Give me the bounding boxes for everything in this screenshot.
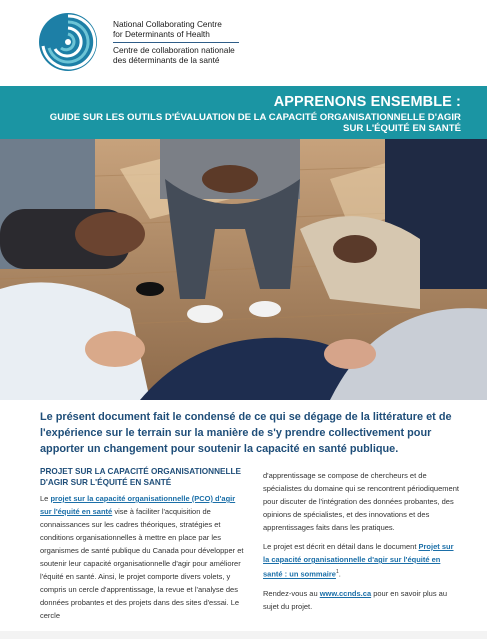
paragraph-3-end: .	[338, 569, 341, 579]
left-column	[40, 466, 248, 622]
right-column	[263, 469, 459, 613]
pco-project-link[interactable]: projet sur la capacité organisationnelle (PCO) d'agir sur l'équité en santé	[40, 494, 236, 516]
cover-photo	[0, 139, 487, 400]
org-name-block	[113, 19, 253, 65]
ccnds-website-link[interactable]: www.ccnds.ca	[319, 588, 372, 598]
page-subtitle: GUIDE SUR LES OUTILS D'ÉVALUATION DE LA CAPACITÉ ORGANISATIONNELLE D'AGIR SUR L'ÉQUITÉ EN SANTÉ	[49, 112, 461, 134]
paragraph-4	[263, 587, 459, 613]
footnote-ref: 1	[335, 569, 339, 575]
paragraph-2: d'apprentissage se compose de chercheurs et de spécialistes du domaine qui se rencontrent périodiquement pour discuter de l'intégration des données probantes, des opinions de spécialistes, et des innovations et des apprentissages faits dans les pratiques.	[263, 471, 459, 532]
lead-paragraph: Le présent document fait le condensé de ce qui se dégage de la littérature et de l'expérience sur le terrain sur la manière de s'y prendre collectivement pour apporter un changement pour soutenir la capacité en santé publique.	[40, 411, 452, 455]
summary-document-link[interactable]: Projet sur la capacité organisationnelle d'agir sur l'équité en santé : un sommaire	[263, 542, 454, 579]
header	[0, 0, 487, 86]
footer-strip	[0, 631, 487, 639]
paragraph-1	[40, 492, 248, 622]
org-name-english: National Collaborating Centre for Determinants of Health	[113, 19, 222, 39]
paragraph-1-start: Le	[40, 494, 51, 503]
paragraph-3-start: Le projet est décrit en détail dans le document	[263, 542, 419, 551]
group-circle-photo-icon	[0, 139, 487, 400]
page-title: APPRENONS ENSEMBLE :	[273, 94, 461, 110]
paragraph-4-start: Rendez-vous au	[263, 588, 320, 598]
paragraph-3	[263, 540, 459, 581]
paragraph-1-body: vise à faciliter l'acquisition de connaissances sur les cadres théoriques, stratégies et conditions organisationnelles à mettre en place par les organismes de santé publique du Canada pour développer et soutenir leur capacité organisationnelle d'agir pour améliorer l'équité en santé. Ainsi, le projet comporte divers volets, y compris un cercle d'apprentissage, la revue et l'analyse des données probantes et des projets dans des sites d'essai. Le cercle	[40, 507, 244, 620]
paragraph-4-end: pour en savoir plus au sujet du projet.	[263, 588, 448, 611]
org-name-french: Centre de collaboration nationale des déterminants de la santé	[113, 45, 235, 65]
section-heading: PROJET SUR LA CAPACITÉ ORGANISATIONNELLE D'AGIR SUR L'ÉQUITÉ EN SANTÉ	[40, 467, 241, 487]
org-divider	[113, 42, 239, 43]
swirl-logo-icon	[38, 12, 98, 72]
title-banner	[0, 86, 487, 139]
